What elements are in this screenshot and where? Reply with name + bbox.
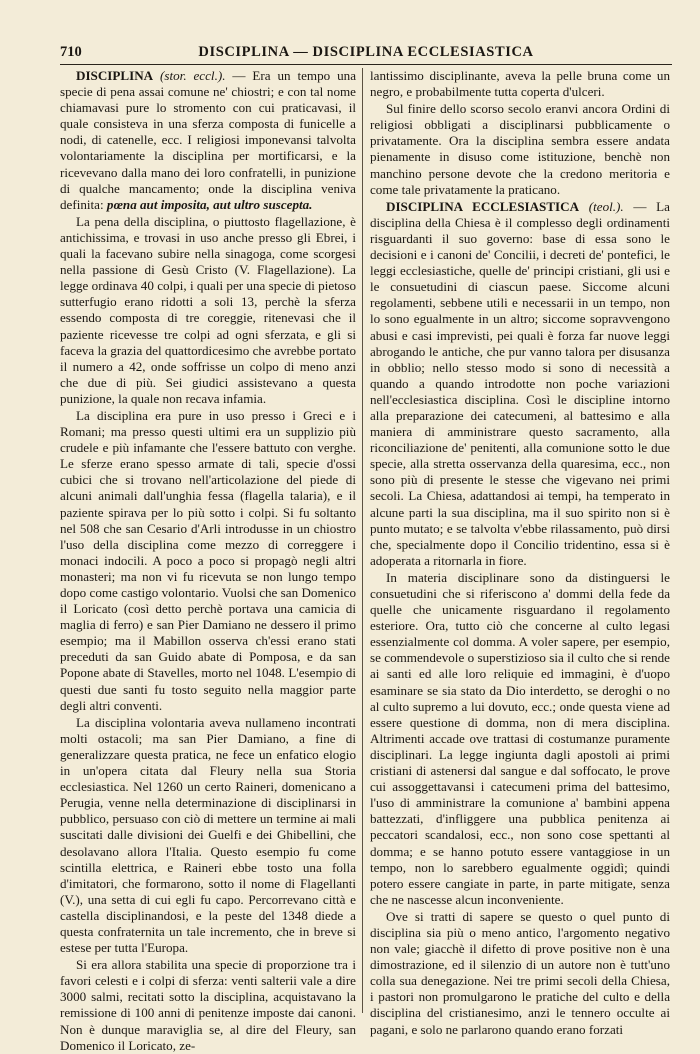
- paragraph: La disciplina era pure in uso presso i Greci e i Romani; ma presso questi ultimi era un supplizio più crudele e più infamante che l'essere battuto con verghe. Le sferze erano spesso armate di tali, specie d'ossi cubici che si trovano nell'articolazione del piede di alcuni animali dall'unghia fessa (flagella talaria), e il paziente spirava per lo più sotto i colpi. Si fu soltanto nel 508 che san Cesario d'Arli introdusse in un chiostro l'uso della disciplina come mezzo di correggere i monaci indocili. A poco a poco si propagò negli altri monasteri; ma non vi fu ricevuta se non lungo tempo dopo come castigo volontario. Vuolsi che san Domenico il Loricato (così detto perchè portava una camicia di maglia di ferro) e san Pier Damiano ne dessero il primo esempio; ma il Mabillon osserva ch'essi erano stati preceduti da san Guido abate di Pomposa, e da san Popone abate di Stavelles, morto nel 1048. L'esempio di questi due santi fu tosto seguito nella maggior parte degli altri conventi.: [60, 407, 356, 713]
- paragraph: La disciplina volontaria aveva nullameno incontrati molti ostacoli; ma san Pier Damiano, a fine di generalizzare questa pratica, ne fece un enfatico elogio in un'opera citata dal Fleury nella sua Storia ecclesiastica. Nel 1260 un certo Raineri, domenicano a Perugia, venne nella determinazione di disciplinarsi in pubblico, persuaso con ciò di mettere un termine ai mali suscitati dalle divisioni dei Guelfi e dei Ghibellini, che desolavano allora l'Italia. Questo esempio fu come scintilla elettrica, e Raineri ebbe tosto una folla d'imitatori, che formarono, sotto il nome di Flagellanti (V.), una setta di cui egli fu capo. Percorrevano città e castella disciplinandosi, e la peste del 1348 diede a questa confraternita un tale incremento, che in breve si estese per tutta l'Europa.: [60, 714, 356, 956]
- paragraph: La pena della disciplina, o piuttosto flagellazione, è antichissima, e trovasi in uso anche presso gli Ebrei, i quali la facevano subire nella sinagoga, come scorgesi nella passione di Gesù Cristo (V. Flagellazione). La legge ordinava 40 colpi, i quali per una specie di pietoso sutterfugio erano ridotti a soli 13, perchè la sferza essendo composta di tre coreggie, ritenevasi che il paziente ricevesse tre colpi ad ogni sferzata, e gli si faceva la grazia del quattordicesimo che avrebbe portato il numero a 42, onde soffrisse un colpo di meno anzi che due di più. Sei giudici assistevano a questa punizione, la quale non recava infamia.: [60, 213, 356, 406]
- column-divider: [362, 68, 363, 1013]
- paragraph: Sul finire dello scorso secolo eranvi ancora Ordini di religiosi obbligati a disciplinarsi pubblicamente o privatamente. Ora la disciplina sembra essere andata pienamente in disuso come istituzione, benchè non manchino persone devote che la credono meritoria e come tale privatamente la praticano.: [370, 101, 670, 197]
- left-column: [60, 68, 357, 1053]
- paragraph: In materia disciplinare sono da distinguersi le consuetudini che si riferiscono a' dommi della fede da quelle che unicamente risguardano il regolamento esteriore. Ora, tutto ciò che concerne al culto legasi essenzialmente col domma. A voler sapere, per esempio, se commendevole o superstizioso sia il culto che si rende ai santi ed alle loro reliquie ed immagini, è d'uopo esaminare se sia stato da Dio interdetto, se deroghi o no al culto supremo a lui dovuto, ecc.; onde questa viene ad essere questione di domma, non di mera disciplina. Altrimenti accade ove trattasi di costumanze puramente disciplinari. La legge ingiunta dagli apostoli ai primi cristiani di astenersi dal sangue e dal soffocato, le prove cui assoggettavansi i catecumeni prima del battesimo, l'uso di amministrare la comunione a' bambini appena battezzati, d'infliggere una pubblica penitenza ai peccatori scandalosi, ecc., non sono cose spettanti al domma; e se hanno potuto essere vantaggiose in un tempo, non lo sarebbero egualmente oggidì; quindi potero essere cangiate in parte, in parte mitigate, senza che ne nascesse alcun inconveniente.: [370, 569, 670, 907]
- entry-text: — Era un tempo una specie di pena assai comune ne' chiostri; e con tal nome chiamavasi pure lo stromento con cui praticavasi, il quale consisteva in una sferza composta di funicelle a nodi, di catenelle, ecc. I religiosi imponevansi talvolta volontariamente la disciplina per mortificarsi, e la ricevevano dalla mano dei loro confratelli, in punizione di qualche mancamento; onde la disciplina veniva definita:: [60, 68, 357, 212]
- entry-tag: (teol.).: [588, 198, 624, 214]
- page-header: [60, 44, 672, 65]
- entry-quote: pœna aut imposita, aut ultro suscepta.: [106, 196, 313, 212]
- running-title: DISCIPLINA — DISCIPLINA ECCLESIASTICA: [198, 44, 534, 60]
- entry-tag: (stor. eccl.).: [160, 68, 226, 83]
- page-number: 710: [60, 44, 82, 60]
- paragraph-continued: lantissimo disciplinante, aveva la pelle bruna come un negro, e probabilmente tutta coperta d'ulceri.: [370, 68, 670, 100]
- entry-head: DISCIPLINA: [76, 68, 154, 83]
- entry-disciplina-ecclesiastica: [370, 199, 670, 569]
- right-column: [370, 68, 670, 1037]
- paragraph: Ove si tratti di sapere se questo o quel punto di disciplina sia più o meno antico, l'argomento negativo non vale; giacchè il difetto di prove positive non è una dimostrazione, ed il silenzio di un autore non è tutt'uno colla sua denegazione. Nei tre primi secoli della Chiesa, i pastori non promulgarono le pratiche del culto e della disciplina del cristianesimo, anzi le tennero occulte ai pagani, e solo ne parlarono quando erano forzati: [370, 908, 670, 1037]
- paragraph: Si era allora stabilita una specie di proporzione tra i favori celesti e i colpi di sferza: venti salterii vale a dire 3000 salmi, recitati sotto la disciplina, acquistavano la remissione di 100 anni di penitenze imposte dai canoni. Non è dunque maraviglia se, al dire del Fleury, san Domenico il Loricato, ze-: [60, 957, 356, 1053]
- entry-head: DISCIPLINA ECCLESIASTICA: [386, 198, 580, 214]
- entry-disciplina: [60, 68, 356, 213]
- entry-text: — La disciplina della Chiesa è il complesso degli ordinamenti risguardanti il suo governo: base di essa sono le decisioni e i canoni de' Concilii, i decreti de' pontefici, le leggi ecclesiastiche, quelle de' principi cristiani, gli usi e le consuetudini di ciascun paese. Siccome alcuni regolamenti, sebbene utili e necessarii in un tempo, non lo sono egualmente in un altro; siccome sopravvengono abusi e casi imprevisti, pei quali è forza far nuove leggi abrogando le antiche, che pur vanno talora per disusanza in obblio; nello stesso modo si sono di necessità a quando a quando introdotte non poche variazioni nell'ecclesiastica disciplina. Così le discipline intorno alla preparazione dei catecumeni, al battesimo e alla maniera di amministrare questo sacramento, alla riconciliazione de' penitenti, alla comunione sotto le due specie, alla stretta osservanza della quaresima, ecc., non sono più di presente le stesse che vigevano nei primi secoli. La Chiesa, adattandosi ai tempi, ha temperato in alcune parti la sua disciplina, ma il suo spirito non si è punto mutato; e se talvolta v'ebbe rilassamento, può dirsi che, specialmente dopo il Concilio tridentino, essa si è adoperata a ritornarla in fiore.: [370, 198, 670, 568]
